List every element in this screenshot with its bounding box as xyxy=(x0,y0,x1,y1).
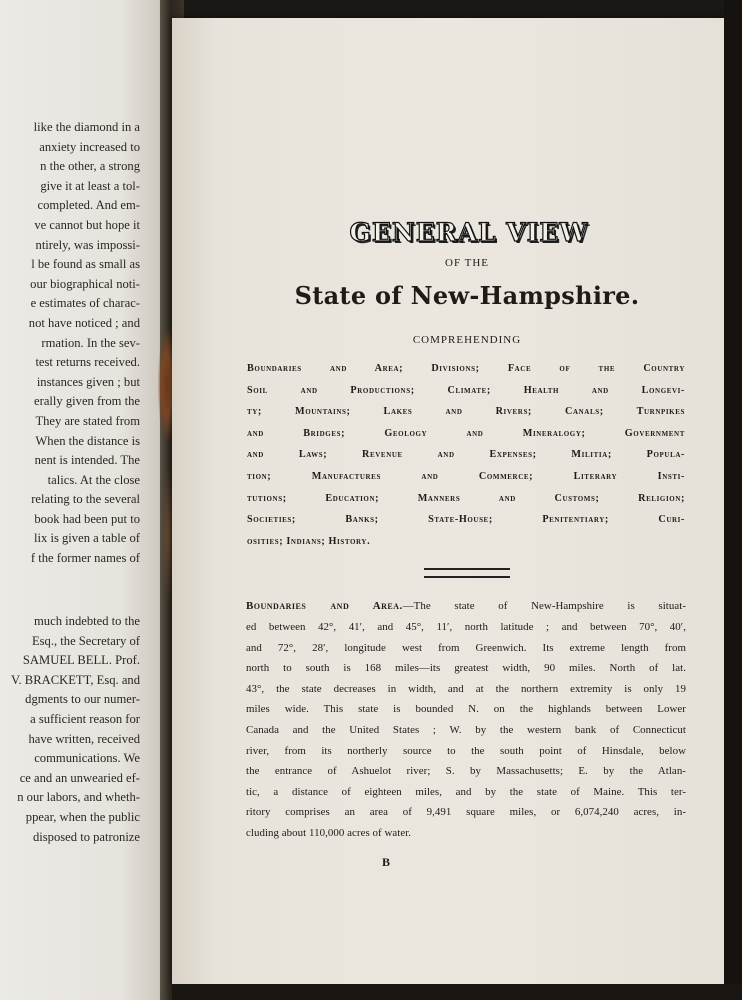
left-page-line: much indebted to the xyxy=(34,614,140,628)
left-page xyxy=(0,0,172,1000)
body-line xyxy=(246,596,686,617)
left-page-line: a sufficient reason for xyxy=(30,711,140,726)
table-edge-bottom xyxy=(172,984,742,1000)
state-title: State of New-Hampshire. xyxy=(294,281,640,310)
left-page-line: V. BRACKETT, Esq. and xyxy=(11,672,140,687)
left-page-line: ve cannot but hope it xyxy=(34,217,140,232)
left-page-line: give it at least a tol- xyxy=(40,178,140,193)
body-line: ed between 42°, 41′, and 45°, 11′, north latitude ; and between 70°, 40′, xyxy=(246,620,686,633)
contents-line: and Bridges; Geology and Mineralogy; Government xyxy=(247,427,685,439)
title-page-content xyxy=(246,218,686,870)
left-page-line: rmation. In the sev- xyxy=(41,335,140,350)
left-page-line: communications. We xyxy=(34,751,140,766)
contents-line: and Laws; Revenue and Expenses; Militia; Popula- xyxy=(247,449,685,461)
contents-line: Boundaries and Area; Divisions; Face of the Country xyxy=(247,363,685,374)
body-line-text: —The state of New-Hampshire is situat- xyxy=(402,600,686,613)
left-page-line: n our labors, and wheth- xyxy=(17,790,140,805)
left-page-line: our biographical noti- xyxy=(30,276,140,291)
left-page-line: Esq., the Secretary of xyxy=(31,633,140,648)
left-page-line: nent is intended. The xyxy=(34,453,140,468)
left-page-line: relating to the several xyxy=(31,492,140,507)
left-page-line: ce and an unwearied ef- xyxy=(19,770,140,785)
contents-line: tion; Manufactures and Commerce; Literary Insti- xyxy=(247,470,685,482)
comprehending-label: COMPREHENDING xyxy=(412,334,522,346)
left-page-lower-text xyxy=(0,612,170,847)
body-line: the entrance of Ashuelot river; S. by Massachusetts; E. by the Atlan- xyxy=(246,765,686,778)
left-page-line: e estimates of charac- xyxy=(30,296,140,311)
signature-mark: B xyxy=(382,855,391,870)
contents-line: osities; Indians; History. xyxy=(247,535,371,547)
left-page-line: ntirely, was impossi- xyxy=(35,237,140,252)
left-page-line: They are stated from xyxy=(35,413,140,428)
title-connector: OF THE xyxy=(445,257,489,269)
left-page-line: erally given from the xyxy=(34,394,140,409)
left-page-line: book had been put to xyxy=(34,511,140,526)
body-line: tic, a distance of eighteen miles, and by the state of Maine. This ter- xyxy=(246,785,686,798)
table-edge xyxy=(724,0,742,1000)
left-page-line: n the other, a strong xyxy=(40,159,140,174)
body-line: miles wide. This state is bounded N. on the highlands between Lower xyxy=(246,703,686,716)
body-line: north to south is 168 miles—its greatest width, 90 miles. North of lat. xyxy=(246,662,686,675)
left-page-line: not have noticed ; and xyxy=(28,315,140,330)
left-page-line: f the former names of xyxy=(30,551,140,566)
left-page-line: SAMUEL BELL. Prof. xyxy=(22,653,140,668)
contents-line: ty; Mountains; Lakes and Rivers; Canals; Turnpikes xyxy=(247,406,685,418)
left-page-line: lix is given a table of xyxy=(34,531,140,546)
left-page-line: completed. And em- xyxy=(37,198,140,213)
body-line: ritory comprises an area of 9,491 square miles, or 6,074,240 acres, in- xyxy=(246,806,686,819)
body-line: Canada and the United States ; W. by the western bank of Connecticut xyxy=(246,723,686,736)
left-page-upper-text xyxy=(0,118,170,569)
left-page-line: instances given ; but xyxy=(36,374,140,389)
contents-line: tutions; Education; Manners and Customs; Religion; xyxy=(247,492,685,504)
left-page-line: l be found as small as xyxy=(31,257,140,272)
left-page-line: ppear, when the public xyxy=(25,809,140,824)
contents-line: Soil and Productions; Climate; Health and Longevi- xyxy=(247,384,685,396)
body-paragraph xyxy=(246,596,686,843)
contents-list xyxy=(247,358,685,552)
body-line: and 72°, 28′, longitude west from Greenwich. Its extreme length from xyxy=(246,641,686,654)
left-page-line: talics. At the close xyxy=(47,472,140,487)
body-line: cluding about 110,000 acres of water. xyxy=(246,826,412,839)
contents-line: Societies; Banks; State-House; Penitentiary; Curi- xyxy=(247,514,685,526)
page-title: GENERAL VIEW xyxy=(349,218,589,247)
left-page-line: test returns received. xyxy=(35,355,140,370)
left-page-line: have written, received xyxy=(28,731,140,746)
left-page-line: When the distance is xyxy=(35,433,140,448)
body-line: river, from its northerly source to the south point of Hinsdale, below xyxy=(246,744,686,757)
double-rule-divider xyxy=(424,568,510,578)
right-page xyxy=(172,18,724,984)
left-page-line: like the diamond in a xyxy=(33,120,140,134)
left-page-line: dgments to our numer- xyxy=(25,692,140,707)
section-heading: Boundaries and Area. xyxy=(246,600,403,613)
left-page-line: anxiety increased to xyxy=(39,139,140,154)
left-page-line: disposed to patronize xyxy=(32,829,140,844)
body-line: 43°, the state decreases in width, and at the northern extremity is only 19 xyxy=(246,682,686,695)
